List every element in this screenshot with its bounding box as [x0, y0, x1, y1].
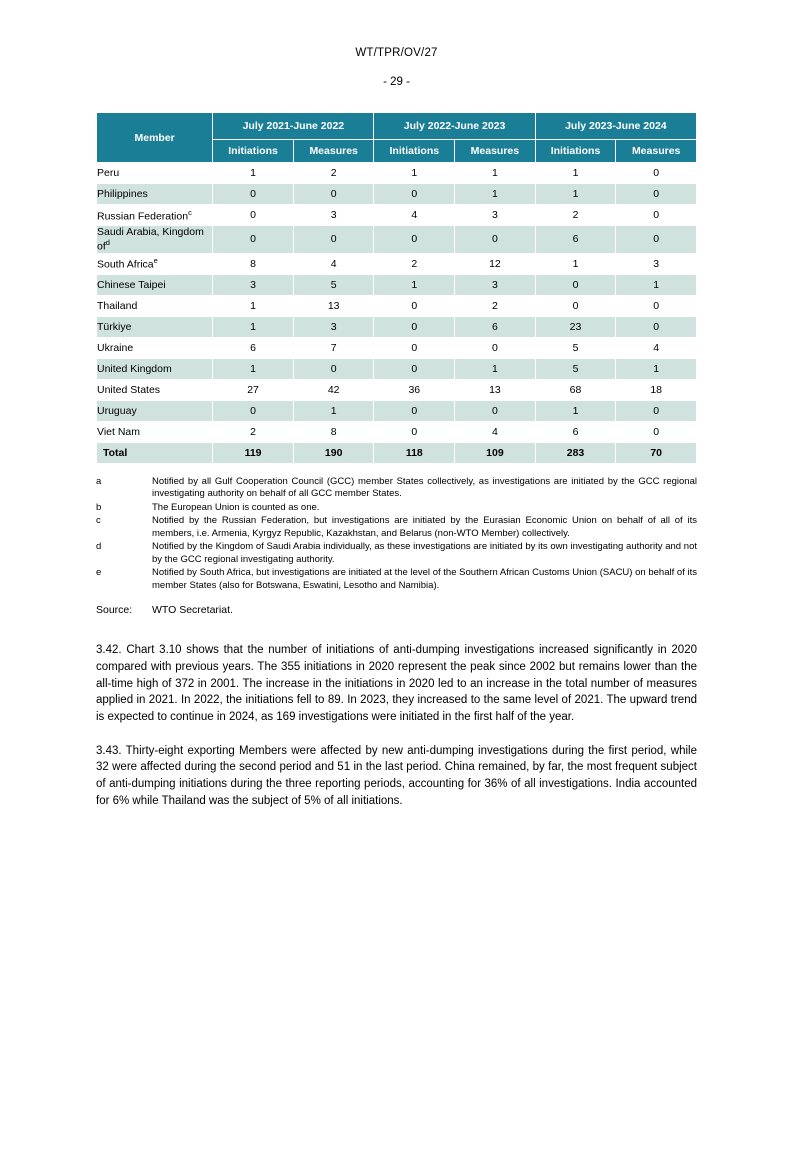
table-cell-member: Viet Nam: [97, 421, 213, 442]
table-cell-total-label: Total: [97, 442, 213, 463]
table-row: [97, 358, 697, 379]
table-cell-value: 0: [616, 316, 697, 337]
table-cell-value: 0: [616, 421, 697, 442]
table-cell-value: 7: [293, 337, 374, 358]
table-cell-value: 4: [293, 253, 374, 274]
footnote-item: [96, 515, 697, 540]
table-cell-value: 0: [535, 295, 616, 316]
body-paragraphs: [96, 642, 697, 809]
table-cell-value: 1: [616, 274, 697, 295]
table-row: [97, 295, 697, 316]
table-cell-member: United Kingdom: [97, 358, 213, 379]
footnote-item: [96, 476, 697, 501]
paragraph-number: 3.42.: [96, 644, 127, 657]
table-row: [97, 184, 697, 205]
footnote-key: e: [96, 567, 102, 579]
table-cell-member: Peru: [97, 163, 213, 184]
table-cell-value: 8: [213, 253, 294, 274]
table-cell-value: 13: [455, 379, 536, 400]
table-cell-total-value: 109: [455, 442, 536, 463]
table-row: [97, 205, 697, 226]
footnote-item: [96, 541, 697, 566]
table-cell-value: 2: [374, 253, 455, 274]
anti-dumping-table: [96, 112, 697, 464]
table-row: [97, 337, 697, 358]
table-header-row-periods: [97, 113, 697, 140]
table-row: [97, 253, 697, 274]
table-cell-value: 1: [213, 295, 294, 316]
table-cell-value: 1: [455, 184, 536, 205]
table-cell-member: Ukraine: [97, 337, 213, 358]
source-line: [96, 604, 697, 616]
footnote-marker: d: [105, 238, 110, 247]
table-cell-value: 36: [374, 379, 455, 400]
anti-dumping-table-container: [96, 112, 697, 464]
column-header-period-2: July 2022-June 2023: [374, 113, 535, 140]
table-row: [97, 400, 697, 421]
table-cell-member: Saudi Arabia, Kingdom $of^d$: [97, 226, 213, 254]
table-cell-value: 2: [293, 163, 374, 184]
table-row: [97, 226, 697, 254]
table-cell-value: 2: [213, 421, 294, 442]
table-cell-value: 6: [535, 226, 616, 254]
footnote-marker: c: [188, 207, 192, 217]
table-cell-value: 8: [293, 421, 374, 442]
column-header-member: Member: [97, 113, 213, 163]
table-cell-value: 0: [616, 184, 697, 205]
table-cell-value: 12: [455, 253, 536, 274]
table-cell-value: 1: [535, 253, 616, 274]
table-cell-value: 0: [293, 226, 374, 254]
table-cell-value: 4: [455, 421, 536, 442]
table-cell-value: 5: [535, 358, 616, 379]
table-cell-value: 6: [455, 316, 536, 337]
table-cell-value: 0: [374, 337, 455, 358]
table-cell-value: 1: [293, 400, 374, 421]
table-cell-value: 27: [213, 379, 294, 400]
footnote-marker: e: [153, 256, 158, 266]
footnote-text: Notified by South Africa, but investigations are initiated at the level of the Southern African Customs Union (SACU) on behalf of its member States (also for Botswana, Eswatini, Lesotho and Namibia).: [152, 567, 697, 591]
table-cell-value: 23: [535, 316, 616, 337]
table-cell-value: 42: [293, 379, 374, 400]
table-cell-value: 0: [616, 163, 697, 184]
table-cell-value: 0: [455, 337, 536, 358]
table-cell-value: 0: [293, 184, 374, 205]
table-cell-value: 0: [455, 226, 536, 254]
table-cell-total-value: 190: [293, 442, 374, 463]
table-cell-value: 0: [374, 316, 455, 337]
table-cell-value: 3: [293, 205, 374, 226]
table-cell-value: 1: [213, 358, 294, 379]
table-cell-value: 2: [535, 205, 616, 226]
table-cell-value: 1: [616, 358, 697, 379]
table-row: [97, 163, 697, 184]
table-cell-value: 1: [374, 274, 455, 295]
table-cell-value: 1: [213, 316, 294, 337]
table-cell-value: 5: [293, 274, 374, 295]
table-cell-value: 3: [455, 274, 536, 295]
table-cell-member: Chinese Taipei: [97, 274, 213, 295]
table-cell-value: 0: [213, 400, 294, 421]
footnote-item: [96, 567, 697, 592]
table-cell-value: 5: [535, 337, 616, 358]
table-row: [97, 379, 697, 400]
column-header-measures-3: Measures: [616, 140, 697, 163]
table-cell-value: 0: [213, 184, 294, 205]
table-cell-value: 0: [293, 358, 374, 379]
footnote-text: Notified by all Gulf Cooperation Council (GCC) member States collectively, as investigations are initiated by the GCC regional investigating authority on behalf of all GCC member States.: [152, 475, 697, 500]
column-header-initiations-1: Initiations: [213, 140, 294, 163]
table-cell-value: 4: [616, 337, 697, 358]
table-cell-value: 0: [616, 226, 697, 254]
footnote-key: d: [96, 541, 102, 553]
table-cell-value: 3: [455, 205, 536, 226]
table-cell-value: 6: [213, 337, 294, 358]
table-cell-value: 1: [535, 163, 616, 184]
table-cell-value: 2: [455, 295, 536, 316]
paragraph: 3.43. Thirty-eight exporting Members were affected by new anti-dumping investigations during the first period, while 32 were affected during the second period and 51 in the last period. China remained, by far, the most frequent subject of anti-dumping initiations during the three reporting periods, accounting for 36% of all investigations. India accounted for 6% while Thailand was the subject of 5% of all initiations.: [96, 744, 697, 807]
footnote-text: The European Union is counted as one.: [152, 501, 320, 513]
table-cell-total-value: 118: [374, 442, 455, 463]
table-cell-member: Uruguay: [97, 400, 213, 421]
footnote-key: a: [96, 475, 102, 487]
table-row: [97, 274, 697, 295]
paragraph: 3.42. Chart 3.10 shows that the number of initiations of anti-dumping investigations increased significantly in 2020 compared with previous years. The 355 initiations in 2020 represent the peak since 2002 but remains lower than the all-time high of 372 in 2001. The increase in the initiations in 2020 led to an increase in the total number of measures applied in 2021. In 2022, the initiations fell to 89. In 2023, they increased to the same level of 2021. The upward trend is expected to continue in 2024, as 169 investigations were initiated in the first half of the year.: [96, 644, 697, 723]
table-cell-value: 0: [374, 184, 455, 205]
paragraph-number: 3.43.: [96, 744, 126, 757]
table-cell-value: 1: [535, 400, 616, 421]
document-page: [0, 47, 793, 1168]
table-cell-member: South Africa$^e$: [97, 253, 213, 274]
column-header-period-3: July 2023-June 2024: [535, 113, 696, 140]
table-cell-value: 1: [455, 358, 536, 379]
table-cell-value: 0: [374, 295, 455, 316]
footnote-key: b: [96, 501, 102, 513]
table-cell-value: 3: [616, 253, 697, 274]
table-cell-value: 0: [616, 400, 697, 421]
table-cell-value: 0: [213, 205, 294, 226]
table-cell-value: 0: [455, 400, 536, 421]
table-cell-value: 1: [213, 163, 294, 184]
table-cell-value: 13: [293, 295, 374, 316]
table-row: [97, 421, 697, 442]
footnote-text: Notified by the Russian Federation, but investigations are initiated by the Eurasian Economic Union on behalf of all of its members, i.e. Armenia, Kyrgyz Republic, Kazakhstan, and Belarus (non-WTO Member) collectively.: [152, 515, 697, 539]
column-header-initiations-2: Initiations: [374, 140, 455, 163]
table-cell-value: 0: [374, 226, 455, 254]
table-cell-value: 18: [616, 379, 697, 400]
table-body: [97, 163, 697, 464]
table-cell-value: 0: [616, 205, 697, 226]
table-cell-value: 1: [374, 163, 455, 184]
table-cell-member: United States: [97, 379, 213, 400]
footnote-item: [96, 502, 697, 515]
table-cell-value: 0: [616, 295, 697, 316]
table-cell-total-value: 119: [213, 442, 294, 463]
table-cell-total-value: 70: [616, 442, 697, 463]
column-header-period-1: July 2021-June 2022: [213, 113, 374, 140]
table-cell-member: Russian Federation$^c$: [97, 205, 213, 226]
table-cell-member: Thailand: [97, 295, 213, 316]
footnotes: [96, 476, 697, 593]
table-cell-value: 1: [535, 184, 616, 205]
table-cell-value: 0: [374, 358, 455, 379]
table-cell-value: 3: [213, 274, 294, 295]
table-cell-member: Philippines: [97, 184, 213, 205]
column-header-initiations-3: Initiations: [535, 140, 616, 163]
table-cell-value: 3: [293, 316, 374, 337]
source-text: WTO Secretariat.: [152, 604, 233, 617]
table-row: [97, 316, 697, 337]
footnote-key: c: [96, 515, 101, 527]
table-cell-value: 68: [535, 379, 616, 400]
table-cell-value: 1: [455, 163, 536, 184]
table-cell-value: 4: [374, 205, 455, 226]
table-cell-value: 0: [535, 274, 616, 295]
table-row-total: [97, 442, 697, 463]
footnote-text: Notified by the Kingdom of Saudi Arabia individually, as these investigations are initiated by its own investigating authority and not by the GCC regional investigating authority.: [152, 541, 697, 565]
table-cell-value: 0: [374, 400, 455, 421]
table-cell-value: 0: [374, 421, 455, 442]
table-cell-member: Türkiye: [97, 316, 213, 337]
table-cell-total-value: 283: [535, 442, 616, 463]
page-number: - 29 -: [383, 76, 410, 88]
column-header-measures-2: Measures: [455, 140, 536, 163]
table-head: [97, 113, 697, 163]
column-header-measures-1: Measures: [293, 140, 374, 163]
source-label: Source:: [96, 604, 133, 617]
table-cell-value: 0: [213, 226, 294, 254]
table-cell-value: 6: [535, 421, 616, 442]
document-code: WT/TPR/OV/27: [355, 47, 438, 59]
